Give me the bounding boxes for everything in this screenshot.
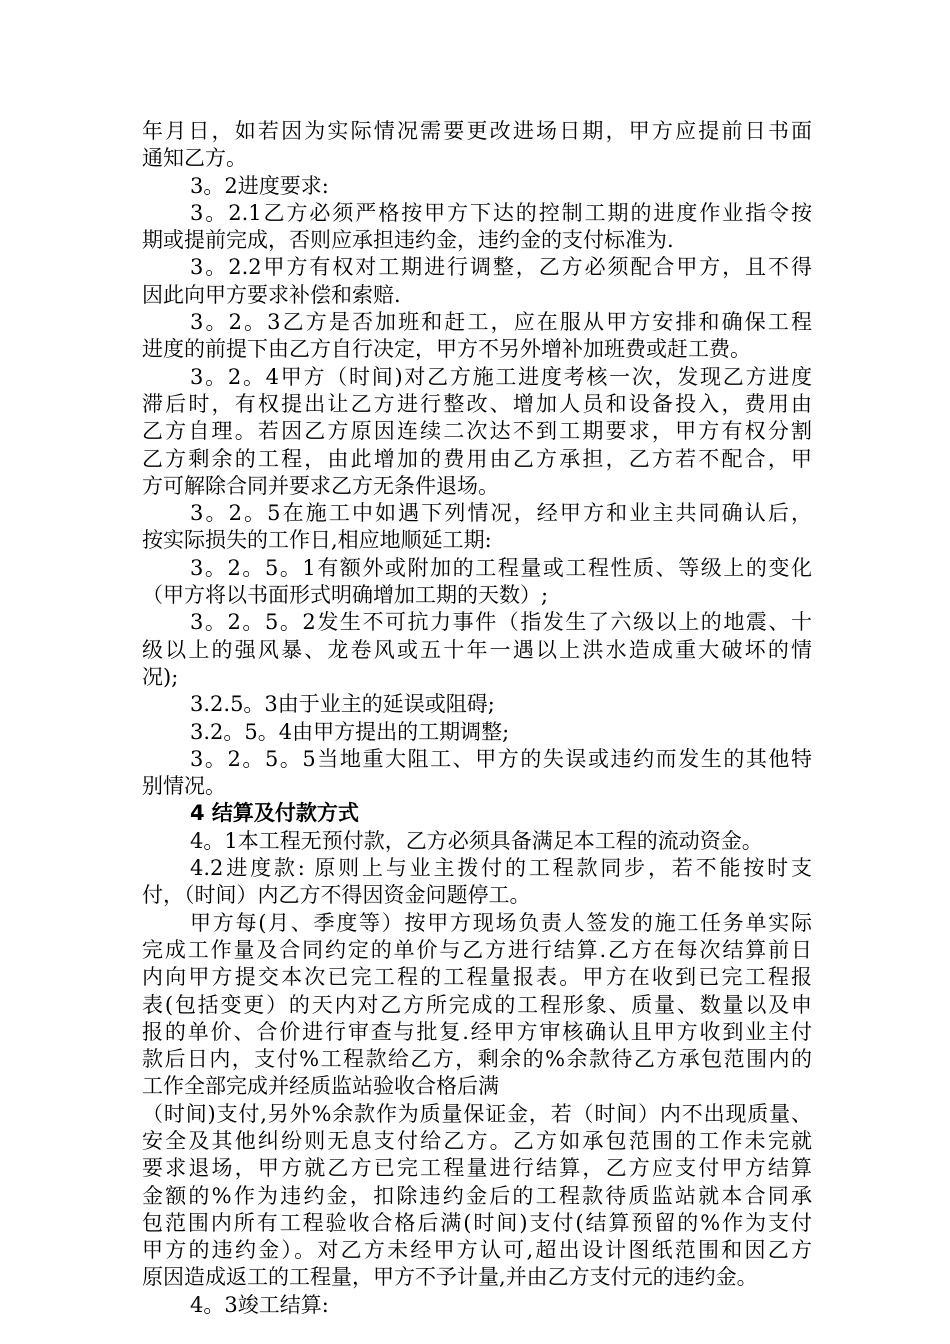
text-line: 4.2进度款: 原则上与业主拨付的工程款同步，若不能按时支 bbox=[190, 856, 812, 881]
text-line: 安全及其他纠纷则无息支付给乙方。乙方如承包范围的工作未完就 bbox=[142, 1128, 812, 1153]
text-line: 3。2。5在施工中如遇下列情况，经甲方和业主共同确认后， bbox=[190, 501, 812, 526]
text-line: 级以上的强风暴、龙卷风或五十年一遇以上洪水造成重大破坏的情 bbox=[142, 637, 812, 662]
text-line: 方可解除合同并要求乙方无条件退场。 bbox=[142, 473, 499, 498]
text-line: 甲方每(月、季度等）按甲方现场负责人签发的施工任务单实际 bbox=[190, 910, 812, 935]
text-line: 按实际损失的工作日,相应地顺延工期: bbox=[142, 528, 492, 553]
text-line: 4。1本工程无预付款，乙方必须具备满足本工程的流动资金。 bbox=[190, 828, 763, 853]
document-page bbox=[142, 118, 812, 1319]
text-line: 原因造成返工的工程量，甲方不予计量,并由乙方支付元的违约金。 bbox=[142, 1265, 758, 1290]
text-line: 期或提前完成，否则应承担违约金，违约金的支付标准为. bbox=[142, 228, 674, 253]
text-line: 3.2。5。4由甲方提出的工期调整; bbox=[190, 719, 510, 744]
section-heading: 4 结算及付款方式 bbox=[190, 801, 359, 826]
text-line: 完成工作量及合同约定的单价与乙方进行结算.乙方在每次结算前日 bbox=[142, 937, 812, 962]
text-line: 内向甲方提交本次已完工程的工程量报表。甲方在收到已完工程报 bbox=[142, 965, 812, 990]
text-line: 工作全部完成并经质监站验收合格后满 bbox=[142, 1074, 499, 1099]
text-line: 况); bbox=[142, 664, 179, 689]
text-line: 甲方的违约金）。对乙方未经甲方认可,超出设计图纸范围和因乙方 bbox=[142, 1238, 812, 1263]
text-line: 3。2进度要求: bbox=[190, 173, 329, 198]
text-line: 包范围内所有工程验收合格后满(时间)支付(结算预留的%作为支付 bbox=[142, 1210, 812, 1235]
text-line: 乙方自理。若因乙方原因连续二次达不到工期要求，甲方有权分割 bbox=[142, 419, 812, 444]
text-line: 乙方剩余的工程，由此增加的费用由乙方承担，乙方若不配合，甲 bbox=[142, 446, 812, 471]
text-line: 报的单价、合价进行审查与批复.经甲方审核确认且甲方收到业主付 bbox=[142, 1019, 812, 1044]
text-line: 要求退场，甲方就乙方已完工程量进行结算，乙方应支付甲方结算 bbox=[142, 1156, 812, 1181]
text-line: 3.2.5。3由于业主的延误或阻碍; bbox=[190, 692, 495, 717]
text-line: 款后日内，支付%工程款给乙方，剩余的%余款待乙方承包范围内的 bbox=[142, 1047, 812, 1072]
text-line: 滞后时，有权提出让乙方进行整改、增加人员和设备投入，费用由 bbox=[142, 391, 812, 416]
text-line: 3。2。5。2发生不可抗力事件（指发生了六级以上的地震、十 bbox=[190, 610, 812, 635]
text-line: 3。2。5。5当地重大阻工、甲方的失误或违约而发生的其他特 bbox=[190, 746, 812, 771]
text-line: 3。2。5。1有额外或附加的工程量或工程性质、等级上的变化 bbox=[190, 555, 812, 580]
text-line: 因此向甲方要求补偿和索赔. bbox=[142, 282, 401, 307]
text-line: 付，（时间）内乙方不得因资金问题停工。 bbox=[142, 883, 531, 908]
text-line: 表(包括变更）的天内对乙方所完成的工程形象、质量、数量以及申 bbox=[142, 992, 812, 1017]
text-line: 3。2.2甲方有权对工期进行调整，乙方必须配合甲方，且不得 bbox=[190, 255, 812, 280]
text-line: 4。3竣工结算: bbox=[190, 1292, 329, 1317]
text-line: 进度的前提下由乙方自行决定，甲方不另外增补加班费或赶工费。 bbox=[142, 337, 751, 362]
text-line: 通知乙方。 bbox=[142, 146, 247, 171]
text-line: 3。2。4甲方（时间)对乙方施工进度考核一次，发现乙方进度 bbox=[190, 364, 812, 389]
text-line: 3。2.1乙方必须严格按甲方下达的控制工期的进度作业指令按 bbox=[190, 200, 812, 225]
text-line: 年月日，如若因为实际情况需要更改进场日期，甲方应提前日书面 bbox=[142, 119, 812, 143]
text-line: 3。2。3乙方是否加班和赶工，应在服从甲方安排和确保工程 bbox=[190, 310, 812, 335]
text-line: 金额的%作为违约金，扣除违约金后的工程款待质监站就本合同承 bbox=[142, 1183, 812, 1208]
text-line: （甲方将以书面形式明确增加工期的天数）; bbox=[142, 583, 549, 608]
text-line: 别情况。 bbox=[142, 774, 226, 799]
text-line: （时间)支付,另外%余款作为质量保证金，若（时间）内不出现质量、 bbox=[142, 1101, 812, 1126]
